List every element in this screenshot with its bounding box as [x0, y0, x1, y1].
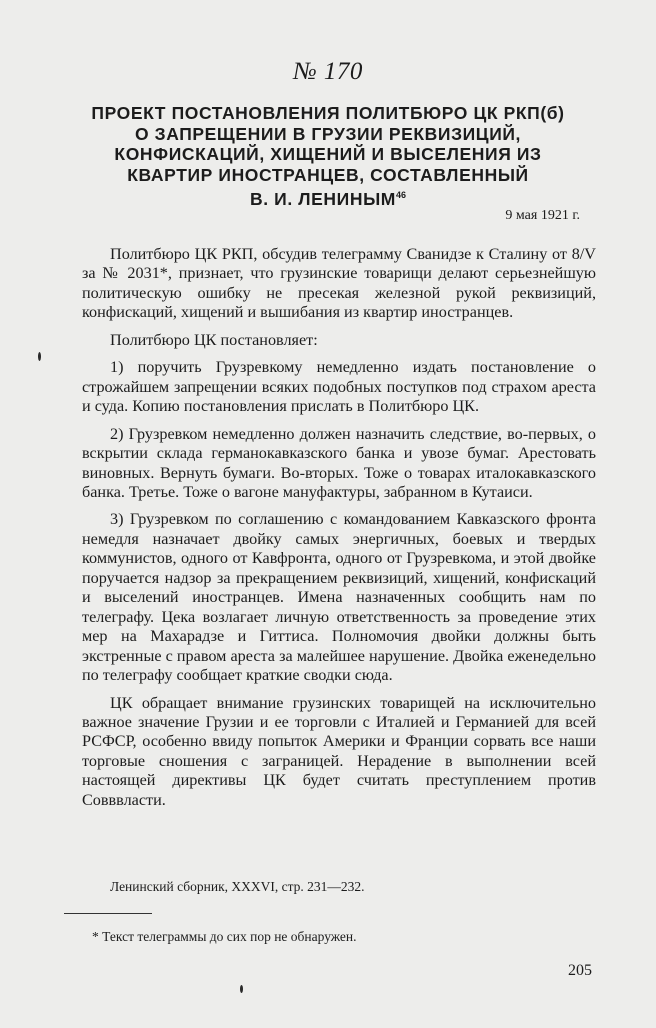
paragraph-conclusion: ЦК обращает внимание грузинских товарищей на исключительно важное значение Грузии и ее торговли с Италией и Германией для всей РСФСР, особенно ввиду попыток Америки и Франции сорвать все наши торговые сношения с заграницей. Нерадение в выполнении всей настоящей директивы ЦК будет считать преступлением против Совввласти. [82, 693, 596, 809]
paragraph-point-2: 2) Грузревком немедленно должен назначить следствие, во-первых, о вскрытии склада германокавказского банка и увозе бумаг. Арестовать виновных. Вернуть бумаги. Во-вторых. Тоже о товарах италокавказского банка. Третье. Тоже о вагоне мануфактуры, забранном в Кутаиси. [82, 424, 596, 501]
paragraph-resolves: Политбюро ЦК постановляет: [110, 330, 318, 349]
scan-speck-mark [240, 985, 243, 993]
footnote-divider [64, 913, 152, 914]
source-reference: Ленинский сборник, XXXVI, стр. 231—232. [110, 879, 365, 894]
paragraph-point-3: 3) Грузревком по соглашению с командованием Кавказского фронта немедля назначает двойку самых энергичных, боевых и твердых коммунистов, одного от Кавфронта, одного от Грузревкома, и этой двойке поручается надзор за прекращением реквизиций, хищений, конфискаций и выселений иностранцев. Имена назначенных сообщить нам по телеграфу. Цека возлагает личную ответственность за проведение этих мер на Махарадзе и Гиттиса. Полномочия двойки должны быть экстренные с правом ареста за малейшее нарушение. Двойка еженедельно по телеграфу сообщает краткие сводки сюда. [82, 510, 596, 685]
document-date: 9 мая 1921 г. [505, 208, 580, 223]
page-number: 205 [568, 962, 592, 979]
scan-speck-mark [38, 352, 41, 361]
title-line: КОНФИСКАЦИЙ, ХИЩЕНИЙ И ВЫСЕЛЕНИЯ ИЗ [114, 144, 542, 164]
document-title [60, 103, 596, 209]
title-line: КВАРТИР ИНОСТРАНЦЕВ, СОСТАВЛЕННЫЙ [127, 164, 529, 185]
document-body [82, 245, 596, 818]
paragraph-point-1: 1) поручить Грузревкому немедленно издать постановление о строжайшем запрещении всяких подобных поступков под страхом ареста и суда. Копию постановления прислать в Политбюро ЦК. [82, 358, 596, 416]
title-line-last [60, 185, 596, 209]
title-line: В. И. ЛЕНИНЫМ [250, 188, 396, 209]
title-line: ПРОЕКТ ПОСТАНОВЛЕНИЯ ПОЛИТБЮРО ЦК РКП(б) [91, 103, 565, 123]
title-note-mark: 46 [395, 190, 406, 200]
document-number: № 170 [293, 58, 363, 85]
footnote: * Текст телеграммы до сих пор не обнаружен. [92, 929, 357, 944]
title-line: О ЗАПРЕЩЕНИИ В ГРУЗИИ РЕКВИЗИЦИЙ, [134, 123, 522, 144]
paragraph-intro: Политбюро ЦК РКП, обсудив телеграмму Сванидзе к Сталину от 8/V за № 2031*, признает, что грузинские товарищи делают серьезнейшую политическую ошибку не пресекая железной рукой реквизиций, конфискаций, хищений и вышибания из квартир иностранцев. [82, 245, 596, 322]
